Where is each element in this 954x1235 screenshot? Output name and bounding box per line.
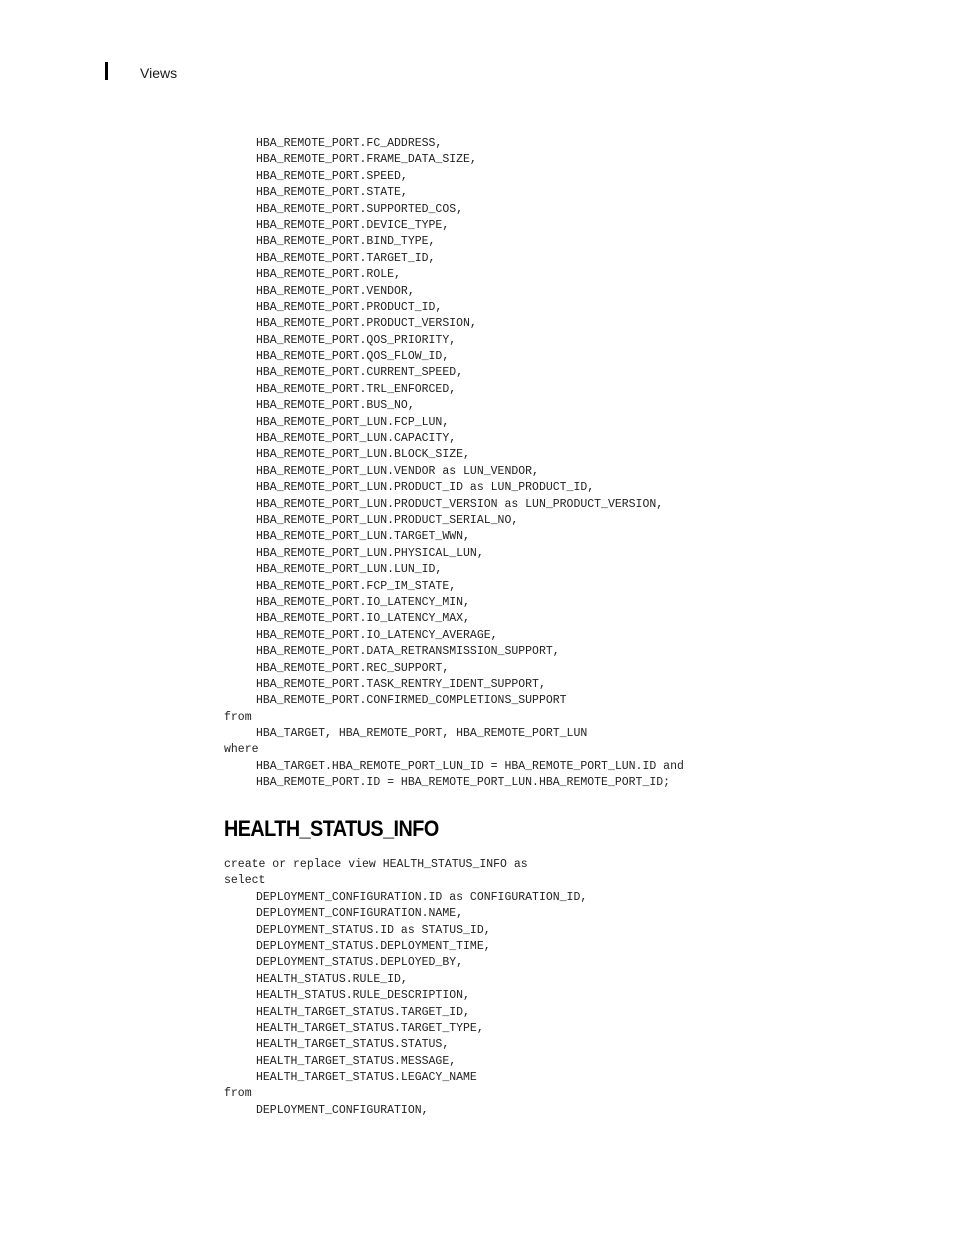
code-line: HBA_REMOTE_PORT_LUN.VENDOR as LUN_VENDOR,: [256, 464, 539, 478]
code-line: HBA_REMOTE_PORT.STATE,: [256, 186, 408, 200]
code-line: DEPLOYMENT_STATUS.DEPLOYED_BY,: [256, 956, 464, 970]
code-line: where: [224, 743, 259, 757]
code-line: HBA_REMOTE_PORT.BIND_TYPE,: [256, 235, 436, 249]
code-line: HBA_TARGET, HBA_REMOTE_PORT, HBA_REMOTE_PORT_LUN: [256, 727, 588, 741]
code-line: HBA_REMOTE_PORT_LUN.PRODUCT_ID as LUN_PRODUCT_ID,: [256, 481, 595, 495]
code-line: DEPLOYMENT_CONFIGURATION.ID as CONFIGURATION_ID,: [256, 890, 588, 904]
code-line: select: [224, 874, 266, 888]
code-line: HBA_REMOTE_PORT_LUN.BLOCK_SIZE,: [256, 448, 470, 462]
code-line: HBA_REMOTE_PORT.PRODUCT_VERSION,: [256, 317, 477, 331]
code-line: DEPLOYMENT_CONFIGURATION.NAME,: [256, 907, 464, 921]
code-line: HBA_REMOTE_PORT.FC_ADDRESS,: [256, 137, 443, 150]
code-line: HBA_REMOTE_PORT_LUN.FCP_LUN,: [256, 415, 450, 429]
code-line: HBA_REMOTE_PORT.DEVICE_TYPE,: [256, 218, 450, 232]
code-line: from: [224, 1087, 252, 1101]
code-block-hba-view: [224, 136, 684, 792]
code-line: HBA_REMOTE_PORT.IO_LATENCY_MAX,: [256, 612, 470, 626]
code-line: HBA_REMOTE_PORT.ROLE,: [256, 268, 401, 282]
code-line: HEALTH_TARGET_STATUS.TARGET_TYPE,: [256, 1021, 484, 1035]
code-line: HBA_REMOTE_PORT_LUN.PHYSICAL_LUN,: [256, 546, 484, 560]
code-line: from: [224, 710, 252, 724]
code-line: HBA_REMOTE_PORT.VENDOR,: [256, 284, 415, 298]
code-line: HBA_REMOTE_PORT.FRAME_DATA_SIZE,: [256, 153, 477, 167]
code-line: HBA_REMOTE_PORT.SUPPORTED_COS,: [256, 202, 464, 216]
code-line: HBA_REMOTE_PORT.IO_LATENCY_MIN,: [256, 595, 470, 609]
code-line: HEALTH_TARGET_STATUS.STATUS,: [256, 1038, 450, 1052]
code-line: DEPLOYMENT_STATUS.ID as STATUS_ID,: [256, 923, 491, 937]
code-line: HBA_REMOTE_PORT_LUN.PRODUCT_SERIAL_NO,: [256, 513, 519, 527]
code-line: HEALTH_TARGET_STATUS.LEGACY_NAME: [256, 1071, 477, 1085]
section-heading: HEALTH_STATUS_INFO: [224, 816, 439, 841]
code-line: HBA_REMOTE_PORT.BUS_NO,: [256, 399, 415, 413]
code-line: HEALTH_TARGET_STATUS.MESSAGE,: [256, 1054, 457, 1068]
code-line: DEPLOYMENT_CONFIGURATION,: [256, 1103, 429, 1117]
code-line: HBA_REMOTE_PORT.QOS_FLOW_ID,: [256, 350, 450, 364]
code-line: HBA_REMOTE_PORT_LUN.PRODUCT_VERSION as LUN_PRODUCT_VERSION,: [256, 497, 664, 511]
header-marker-bar: [105, 62, 108, 80]
code-line: HBA_REMOTE_PORT.PRODUCT_ID,: [256, 300, 443, 314]
code-line: HBA_REMOTE_PORT.IO_LATENCY_AVERAGE,: [256, 628, 498, 642]
code-line: HBA_REMOTE_PORT.TRL_ENFORCED,: [256, 382, 457, 396]
code-line: HBA_REMOTE_PORT_LUN.CAPACITY,: [256, 432, 457, 446]
code-line: HEALTH_TARGET_STATUS.TARGET_ID,: [256, 1005, 470, 1019]
code-line: HBA_REMOTE_PORT.CURRENT_SPEED,: [256, 366, 464, 380]
code-line: HBA_REMOTE_PORT.FCP_IM_STATE,: [256, 579, 457, 593]
code-line: HEALTH_STATUS.RULE_ID,: [256, 972, 408, 986]
code-line: HBA_REMOTE_PORT.REC_SUPPORT,: [256, 661, 450, 675]
code-line: DEPLOYMENT_STATUS.DEPLOYMENT_TIME,: [256, 939, 491, 953]
code-line: HBA_REMOTE_PORT_LUN.LUN_ID,: [256, 563, 443, 577]
code-line: HBA_REMOTE_PORT.QOS_PRIORITY,: [256, 333, 457, 347]
code-line: HEALTH_STATUS.RULE_DESCRIPTION,: [256, 989, 470, 1003]
code-line: HBA_REMOTE_PORT_LUN.TARGET_WWN,: [256, 530, 470, 544]
code-line: HBA_REMOTE_PORT.TARGET_ID,: [256, 251, 436, 265]
code-block-health-status-info: [224, 857, 587, 1119]
code-line: create or replace view HEALTH_STATUS_INFO as: [224, 858, 528, 871]
code-line: HBA_REMOTE_PORT.ID = HBA_REMOTE_PORT_LUN.HBA_REMOTE_PORT_ID;: [256, 776, 671, 790]
running-header-title: Views: [140, 65, 178, 81]
code-line: HBA_REMOTE_PORT.DATA_RETRANSMISSION_SUPPORT,: [256, 645, 560, 659]
code-line: HBA_REMOTE_PORT.SPEED,: [256, 169, 408, 183]
code-line: HBA_REMOTE_PORT.TASK_RENTRY_IDENT_SUPPORT,: [256, 677, 546, 691]
code-line: HBA_REMOTE_PORT.CONFIRMED_COMPLETIONS_SUPPORT: [256, 694, 567, 708]
code-line: HBA_TARGET.HBA_REMOTE_PORT_LUN_ID = HBA_REMOTE_PORT_LUN.ID and: [256, 759, 684, 773]
